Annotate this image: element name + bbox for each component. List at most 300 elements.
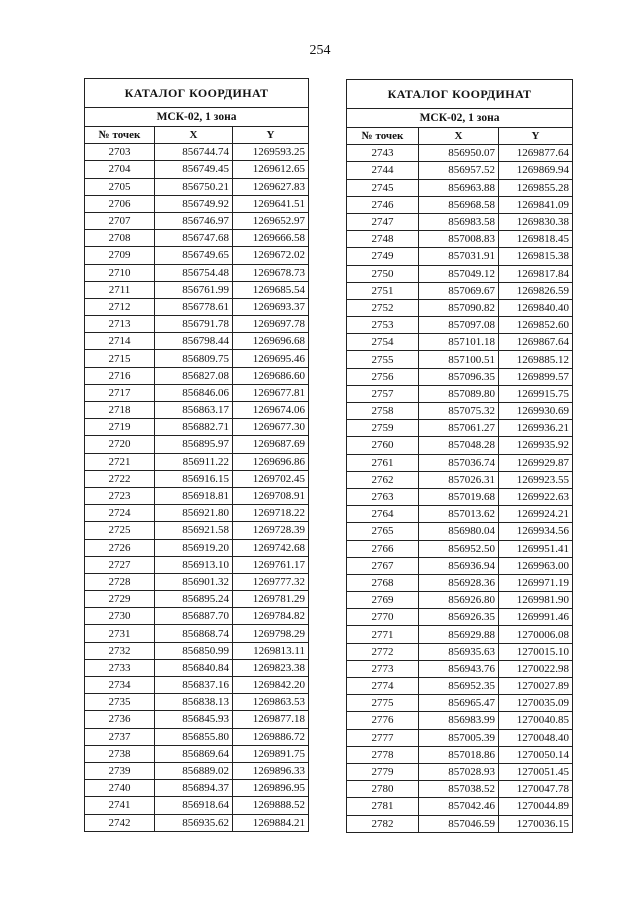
point-number-cell: 2717	[85, 384, 155, 401]
x-coordinate-cell: 857013.62	[419, 506, 499, 523]
table-row	[85, 247, 309, 264]
x-coordinate-cell: 857049.12	[419, 265, 499, 282]
y-coordinate-cell: 1269891.75	[233, 745, 309, 762]
point-number-cell: 2725	[85, 522, 155, 539]
table-row	[347, 626, 573, 643]
x-coordinate-cell: 856754.48	[155, 264, 233, 281]
y-coordinate-cell: 1269877.18	[233, 711, 309, 728]
y-coordinate-cell: 1269840.40	[499, 299, 573, 316]
y-coordinate-cell: 1269884.21	[233, 814, 309, 831]
table-row	[347, 179, 573, 196]
point-number-cell: 2710	[85, 264, 155, 281]
point-number-cell: 2714	[85, 333, 155, 350]
point-number-cell: 2716	[85, 367, 155, 384]
point-number-cell: 2763	[347, 488, 419, 505]
y-coordinate-cell: 1269923.55	[499, 471, 573, 488]
x-coordinate-cell: 856911.22	[155, 453, 233, 470]
y-coordinate-cell: 1269708.91	[233, 487, 309, 504]
point-number-cell: 2778	[347, 746, 419, 763]
table-row	[347, 540, 573, 557]
point-number-cell: 2718	[85, 402, 155, 419]
table-row	[347, 557, 573, 574]
point-number-cell: 2774	[347, 678, 419, 695]
x-coordinate-cell: 857048.28	[419, 437, 499, 454]
point-number-cell: 2730	[85, 608, 155, 625]
point-number-cell: 2751	[347, 282, 419, 299]
point-number-cell: 2734	[85, 677, 155, 694]
coordinate-catalog-table-right	[346, 79, 573, 833]
x-coordinate-cell: 856827.08	[155, 367, 233, 384]
table-row	[85, 212, 309, 229]
y-coordinate-cell: 1270048.40	[499, 729, 573, 746]
table-row	[85, 333, 309, 350]
x-coordinate-cell: 856936.94	[419, 557, 499, 574]
point-number-cell: 2703	[85, 144, 155, 161]
table-row	[85, 814, 309, 831]
table-row	[347, 299, 573, 316]
table-row	[85, 505, 309, 522]
point-number-cell: 2773	[347, 660, 419, 677]
point-number-cell: 2709	[85, 247, 155, 264]
table-row	[85, 453, 309, 470]
y-coordinate-cell: 1269877.64	[499, 145, 573, 162]
x-coordinate-cell: 856952.35	[419, 678, 499, 695]
y-coordinate-cell: 1269781.29	[233, 591, 309, 608]
x-coordinate-cell: 856895.97	[155, 436, 233, 453]
x-coordinate-cell: 857036.74	[419, 454, 499, 471]
x-coordinate-cell: 856761.99	[155, 281, 233, 298]
table-row	[85, 298, 309, 315]
point-number-cell: 2768	[347, 574, 419, 591]
table-row	[347, 815, 573, 832]
table-row	[85, 522, 309, 539]
y-coordinate-cell: 1269815.38	[499, 248, 573, 265]
point-number-cell: 2761	[347, 454, 419, 471]
x-coordinate-cell: 856921.80	[155, 505, 233, 522]
x-coordinate-cell: 857005.39	[419, 729, 499, 746]
y-coordinate-cell: 1269951.41	[499, 540, 573, 557]
x-coordinate-cell: 856926.35	[419, 609, 499, 626]
x-coordinate-cell: 857089.80	[419, 385, 499, 402]
table-row	[347, 196, 573, 213]
table-row	[85, 694, 309, 711]
y-coordinate-cell: 1269693.37	[233, 298, 309, 315]
table-row	[347, 145, 573, 162]
table-row	[85, 281, 309, 298]
table-row	[347, 643, 573, 660]
y-coordinate-cell: 1269971.19	[499, 574, 573, 591]
y-coordinate-cell: 1270035.09	[499, 695, 573, 712]
y-coordinate-cell: 1269855.28	[499, 179, 573, 196]
point-number-cell: 2762	[347, 471, 419, 488]
y-coordinate-cell: 1269841.09	[499, 196, 573, 213]
y-coordinate-cell: 1269896.95	[233, 780, 309, 797]
x-coordinate-cell: 856919.20	[155, 539, 233, 556]
y-coordinate-cell: 1269830.38	[499, 213, 573, 230]
x-coordinate-cell: 856840.84	[155, 659, 233, 676]
y-coordinate-cell: 1269963.00	[499, 557, 573, 574]
y-coordinate-cell: 1269915.75	[499, 385, 573, 402]
y-coordinate-cell: 1269869.94	[499, 162, 573, 179]
x-coordinate-cell: 856968.58	[419, 196, 499, 213]
y-coordinate-cell: 1269718.22	[233, 505, 309, 522]
table-row	[85, 728, 309, 745]
point-number-cell: 2732	[85, 642, 155, 659]
x-coordinate-cell: 856957.52	[419, 162, 499, 179]
point-number-cell: 2727	[85, 556, 155, 573]
x-coordinate-cell: 856895.24	[155, 591, 233, 608]
table-row	[85, 230, 309, 247]
point-number-cell: 2719	[85, 419, 155, 436]
y-coordinate-cell: 1269818.45	[499, 231, 573, 248]
y-coordinate-cell: 1269981.90	[499, 592, 573, 609]
x-coordinate-cell: 857008.83	[419, 231, 499, 248]
table-row	[347, 213, 573, 230]
y-coordinate-cell: 1269798.29	[233, 625, 309, 642]
x-coordinate-cell: 856943.76	[419, 660, 499, 677]
y-coordinate-cell: 1269672.02	[233, 247, 309, 264]
x-coordinate-cell: 856965.47	[419, 695, 499, 712]
x-coordinate-cell: 856950.07	[419, 145, 499, 162]
point-number-cell: 2754	[347, 334, 419, 351]
x-coordinate-cell: 857019.68	[419, 488, 499, 505]
table-row	[347, 678, 573, 695]
y-coordinate-cell: 1270047.78	[499, 781, 573, 798]
x-coordinate-cell: 856744.74	[155, 144, 233, 161]
y-coordinate-cell: 1269930.69	[499, 403, 573, 420]
point-number-cell: 2755	[347, 351, 419, 368]
y-coordinate-cell: 1270040.85	[499, 712, 573, 729]
x-coordinate-cell: 857101.18	[419, 334, 499, 351]
x-coordinate-cell: 857090.82	[419, 299, 499, 316]
point-number-cell: 2705	[85, 178, 155, 195]
catalog-subtitle: МСК-02, 1 зона	[347, 109, 573, 128]
point-number-cell: 2767	[347, 557, 419, 574]
y-coordinate-cell: 1269817.84	[499, 265, 573, 282]
x-coordinate-cell: 856846.06	[155, 384, 233, 401]
table-row	[347, 265, 573, 282]
y-coordinate-cell: 1269813.11	[233, 642, 309, 659]
x-coordinate-cell: 856750.21	[155, 178, 233, 195]
x-coordinate-cell: 856746.97	[155, 212, 233, 229]
point-number-cell: 2712	[85, 298, 155, 315]
point-number-cell: 2779	[347, 763, 419, 780]
y-coordinate-cell: 1269696.86	[233, 453, 309, 470]
catalog-title: КАТАЛОГ КООРДИНАТ	[85, 79, 309, 108]
x-coordinate-cell: 857075.32	[419, 403, 499, 420]
table-row	[85, 780, 309, 797]
table-row	[85, 539, 309, 556]
x-coordinate-cell: 856913.10	[155, 556, 233, 573]
point-number-cell: 2758	[347, 403, 419, 420]
table-row	[85, 178, 309, 195]
column-header-point-number: № точек	[347, 128, 419, 145]
y-coordinate-cell: 1269852.60	[499, 317, 573, 334]
y-coordinate-cell: 1269929.87	[499, 454, 573, 471]
y-coordinate-cell: 1269687.69	[233, 436, 309, 453]
point-number-cell: 2706	[85, 195, 155, 212]
y-coordinate-cell: 1269695.46	[233, 350, 309, 367]
table-row	[85, 608, 309, 625]
point-number-cell: 2729	[85, 591, 155, 608]
table-row	[85, 316, 309, 333]
point-number-cell: 2738	[85, 745, 155, 762]
y-coordinate-cell: 1270022.98	[499, 660, 573, 677]
x-coordinate-cell: 856809.75	[155, 350, 233, 367]
point-number-cell: 2735	[85, 694, 155, 711]
point-number-cell: 2715	[85, 350, 155, 367]
table-row	[85, 384, 309, 401]
x-coordinate-cell: 857042.46	[419, 798, 499, 815]
y-coordinate-cell: 1269777.32	[233, 573, 309, 590]
x-coordinate-cell: 857031.91	[419, 248, 499, 265]
x-coordinate-cell: 857018.86	[419, 746, 499, 763]
point-number-cell: 2770	[347, 609, 419, 626]
y-coordinate-cell: 1269896.33	[233, 762, 309, 779]
table-row	[347, 162, 573, 179]
column-header-x: X	[155, 127, 233, 144]
point-number-cell: 2736	[85, 711, 155, 728]
y-coordinate-cell: 1269677.30	[233, 419, 309, 436]
x-coordinate-cell: 857038.52	[419, 781, 499, 798]
y-coordinate-cell: 1269666.58	[233, 230, 309, 247]
point-number-cell: 2720	[85, 436, 155, 453]
x-coordinate-cell: 856850.99	[155, 642, 233, 659]
point-number-cell: 2726	[85, 539, 155, 556]
x-coordinate-cell: 857028.93	[419, 763, 499, 780]
table-row	[347, 334, 573, 351]
y-coordinate-cell: 1269593.25	[233, 144, 309, 161]
table-row	[85, 642, 309, 659]
y-coordinate-cell: 1269888.52	[233, 797, 309, 814]
x-coordinate-cell: 856916.15	[155, 470, 233, 487]
y-coordinate-cell: 1269936.21	[499, 420, 573, 437]
point-number-cell: 2711	[85, 281, 155, 298]
table-row	[85, 659, 309, 676]
point-number-cell: 2771	[347, 626, 419, 643]
y-coordinate-cell: 1270051.45	[499, 763, 573, 780]
x-coordinate-cell: 856837.16	[155, 677, 233, 694]
x-coordinate-cell: 856894.37	[155, 780, 233, 797]
y-coordinate-cell: 1269686.60	[233, 367, 309, 384]
point-number-cell: 2777	[347, 729, 419, 746]
y-coordinate-cell: 1269641.51	[233, 195, 309, 212]
y-coordinate-cell: 1269922.63	[499, 488, 573, 505]
y-coordinate-cell: 1269761.17	[233, 556, 309, 573]
x-coordinate-cell: 857097.08	[419, 317, 499, 334]
table-row	[347, 763, 573, 780]
x-coordinate-cell: 856749.45	[155, 161, 233, 178]
table-row	[347, 368, 573, 385]
y-coordinate-cell: 1269886.72	[233, 728, 309, 745]
point-number-cell: 2782	[347, 815, 419, 832]
table-row	[85, 711, 309, 728]
page-number: 254	[309, 43, 331, 58]
point-number-cell: 2744	[347, 162, 419, 179]
y-coordinate-cell: 1269742.68	[233, 539, 309, 556]
x-coordinate-cell: 856749.92	[155, 195, 233, 212]
x-coordinate-cell: 856935.63	[419, 643, 499, 660]
x-coordinate-cell: 856901.32	[155, 573, 233, 590]
y-coordinate-cell: 1270027.89	[499, 678, 573, 695]
y-coordinate-cell: 1269685.54	[233, 281, 309, 298]
point-number-cell: 2753	[347, 317, 419, 334]
point-number-cell: 2766	[347, 540, 419, 557]
y-coordinate-cell: 1269677.81	[233, 384, 309, 401]
table-row	[85, 573, 309, 590]
point-number-cell: 2750	[347, 265, 419, 282]
y-coordinate-cell: 1269674.06	[233, 402, 309, 419]
y-coordinate-cell: 1269702.45	[233, 470, 309, 487]
x-coordinate-cell: 856983.58	[419, 213, 499, 230]
x-coordinate-cell: 856791.78	[155, 316, 233, 333]
table-row	[85, 745, 309, 762]
table-row	[85, 402, 309, 419]
point-number-cell: 2704	[85, 161, 155, 178]
point-number-cell: 2737	[85, 728, 155, 745]
column-header-x: X	[419, 128, 499, 145]
x-coordinate-cell: 856983.99	[419, 712, 499, 729]
y-coordinate-cell: 1269991.46	[499, 609, 573, 626]
point-number-cell: 2721	[85, 453, 155, 470]
x-coordinate-cell: 856855.80	[155, 728, 233, 745]
x-coordinate-cell: 857100.51	[419, 351, 499, 368]
table-row	[347, 712, 573, 729]
x-coordinate-cell: 856869.64	[155, 745, 233, 762]
table-row	[347, 248, 573, 265]
table-row	[347, 317, 573, 334]
table-row	[347, 420, 573, 437]
table-row	[85, 144, 309, 161]
x-coordinate-cell: 856963.88	[419, 179, 499, 196]
point-number-cell: 2713	[85, 316, 155, 333]
point-number-cell: 2756	[347, 368, 419, 385]
point-number-cell: 2733	[85, 659, 155, 676]
point-number-cell: 2780	[347, 781, 419, 798]
table-row	[85, 556, 309, 573]
x-coordinate-cell: 857069.67	[419, 282, 499, 299]
point-number-cell: 2765	[347, 523, 419, 540]
column-header-y: Y	[499, 128, 573, 145]
y-coordinate-cell: 1269826.59	[499, 282, 573, 299]
x-coordinate-cell: 856918.81	[155, 487, 233, 504]
table-row	[85, 677, 309, 694]
point-number-cell: 2739	[85, 762, 155, 779]
table-row	[347, 523, 573, 540]
y-coordinate-cell: 1269728.39	[233, 522, 309, 539]
table-row	[347, 403, 573, 420]
y-coordinate-cell: 1269823.38	[233, 659, 309, 676]
table-row	[85, 350, 309, 367]
y-coordinate-cell: 1269842.20	[233, 677, 309, 694]
point-number-cell: 2752	[347, 299, 419, 316]
y-coordinate-cell: 1269784.82	[233, 608, 309, 625]
point-number-cell: 2723	[85, 487, 155, 504]
point-number-cell: 2724	[85, 505, 155, 522]
y-coordinate-cell: 1269935.92	[499, 437, 573, 454]
table-row	[85, 591, 309, 608]
table-row	[347, 454, 573, 471]
x-coordinate-cell: 856778.61	[155, 298, 233, 315]
table-row	[347, 746, 573, 763]
point-number-cell: 2740	[85, 780, 155, 797]
point-number-cell: 2776	[347, 712, 419, 729]
table-row	[347, 488, 573, 505]
x-coordinate-cell: 856887.70	[155, 608, 233, 625]
point-number-cell: 2708	[85, 230, 155, 247]
point-number-cell: 2707	[85, 212, 155, 229]
point-number-cell: 2748	[347, 231, 419, 248]
column-header-point-number: № точек	[85, 127, 155, 144]
x-coordinate-cell: 856838.13	[155, 694, 233, 711]
x-coordinate-cell: 856798.44	[155, 333, 233, 350]
point-number-cell: 2760	[347, 437, 419, 454]
point-number-cell: 2759	[347, 420, 419, 437]
x-coordinate-cell: 856980.04	[419, 523, 499, 540]
table-row	[347, 506, 573, 523]
point-number-cell: 2749	[347, 248, 419, 265]
table-row	[347, 437, 573, 454]
x-coordinate-cell: 857046.59	[419, 815, 499, 832]
point-number-cell: 2746	[347, 196, 419, 213]
table-row	[347, 574, 573, 591]
x-coordinate-cell: 856747.68	[155, 230, 233, 247]
point-number-cell: 2781	[347, 798, 419, 815]
table-row	[85, 762, 309, 779]
point-number-cell: 2772	[347, 643, 419, 660]
y-coordinate-cell: 1269652.97	[233, 212, 309, 229]
table-row	[85, 264, 309, 281]
y-coordinate-cell: 1269934.56	[499, 523, 573, 540]
table-row	[347, 798, 573, 815]
table-row	[85, 367, 309, 384]
y-coordinate-cell: 1269899.57	[499, 368, 573, 385]
x-coordinate-cell: 857096.35	[419, 368, 499, 385]
x-coordinate-cell: 856749.65	[155, 247, 233, 264]
point-number-cell: 2747	[347, 213, 419, 230]
table-row	[347, 351, 573, 368]
table-row	[85, 419, 309, 436]
point-number-cell: 2769	[347, 592, 419, 609]
point-number-cell: 2764	[347, 506, 419, 523]
point-number-cell: 2775	[347, 695, 419, 712]
catalog-title: КАТАЛОГ КООРДИНАТ	[347, 80, 573, 109]
y-coordinate-cell: 1269867.64	[499, 334, 573, 351]
x-coordinate-cell: 856926.80	[419, 592, 499, 609]
y-coordinate-cell: 1270050.14	[499, 746, 573, 763]
table-row	[347, 592, 573, 609]
x-coordinate-cell: 857061.27	[419, 420, 499, 437]
table-row	[85, 195, 309, 212]
x-coordinate-cell: 856935.62	[155, 814, 233, 831]
point-number-cell: 2745	[347, 179, 419, 196]
y-coordinate-cell: 1269885.12	[499, 351, 573, 368]
x-coordinate-cell: 856845.93	[155, 711, 233, 728]
y-coordinate-cell: 1269696.68	[233, 333, 309, 350]
point-number-cell: 2731	[85, 625, 155, 642]
x-coordinate-cell: 857026.31	[419, 471, 499, 488]
catalog-subtitle: МСК-02, 1 зона	[85, 108, 309, 127]
table-row	[347, 781, 573, 798]
point-number-cell: 2743	[347, 145, 419, 162]
coordinate-catalog-table-left	[84, 78, 309, 832]
column-header-y: Y	[233, 127, 309, 144]
y-coordinate-cell: 1269678.73	[233, 264, 309, 281]
x-coordinate-cell: 856952.50	[419, 540, 499, 557]
point-number-cell: 2728	[85, 573, 155, 590]
y-coordinate-cell: 1270006.08	[499, 626, 573, 643]
x-coordinate-cell: 856882.71	[155, 419, 233, 436]
